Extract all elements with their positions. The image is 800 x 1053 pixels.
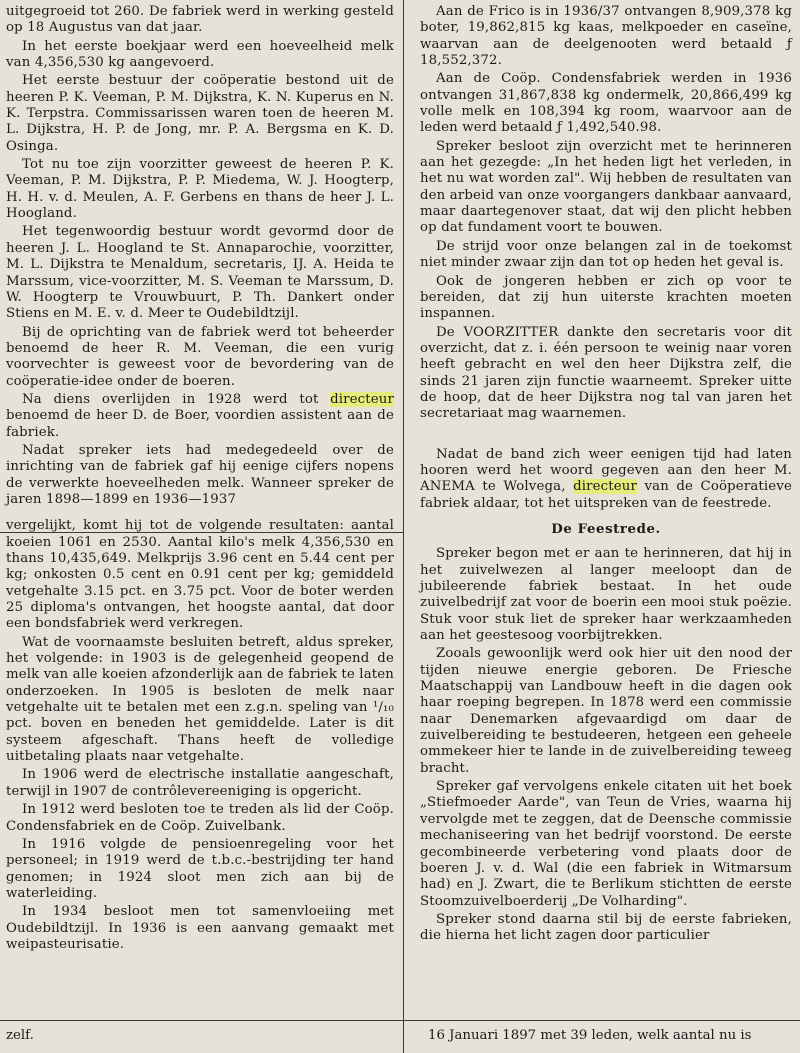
paragraph: De VOORZITTER dankte den secretaris voor dit overzicht, dat z. i. één persoon te weinig naar voren heeft gebracht en wel den heer Dijkstra zelf, die sinds 21 jaren zijn functie waarneemt. Spreker uitte de hoop, dat de heer Dijkstra nog tal van jaren het secretariaat mag waarnemen. (420, 324, 792, 422)
column-separator (403, 0, 404, 1053)
bottom-divider (0, 1020, 800, 1021)
paragraph: vergelijkt, komt hij tot de volgende resultaten: aantal koeien 1061 en 2530. Aantal kilo's melk 4,356,530 en thans 10,435,649. Melkprijs 3.96 cent en 5.44 cent per kg; onkosten 0.5 cent en 0.91 cent per kg; gemiddeld vetgehalte 3.15 pct. en 3.75 pct. Voor de boter werden 25 diploma's ontvangen, het hoogste aantal, dat door een bondsfabriek werd verkregen. (6, 518, 394, 632)
paragraph: Nadat spreker iets had medegedeeld over de inrichting van de fabriek gaf hij eenige cijfers nopens de verwerkte hoeveelheden melk. Wanneer spreker de jaren 1898—1899 en 1936—1937 (6, 442, 394, 507)
paragraph: Het tegenwoordig bestuur wordt gevormd door de heeren J. L. Hoogland te St. Annaparochie, voorzitter, M. L. Dijkstra te Menaldum, secretaris, IJ. A. Heida te Marssum, vice-voorzitter, M. S. Veeman te Marssum, D. W. Hoogterp te Vrouwbuurt, P. Th. Dankert onder Stiens en M. E. v. d. Meer te Oudebildtzijl. (6, 224, 394, 322)
paragraph (6, 392, 394, 441)
text-run: Nadat de band zich weer eenigen tijd had laten hooren werd het woord gegeven aan den heer M. ANEMA te Wolvega, (420, 446, 792, 495)
paragraph: In 1934 besloot men tot samenvloeiing met Oudebildtzijl. In 1936 is een aanvang gemaakt met weipasteurisatie. (6, 904, 394, 952)
paragraph: Aan de Frico is in 1936/37 ontvangen 8,909,378 kg boter, 19,862,815 kg kaas, melkpoeder en caseïne, waarvan aan de deelgenooten werd betaald ƒ 18,552,372. (420, 4, 792, 69)
paragraph: Spreker stond daarna stil bij de eerste fabrieken, die hierna het licht zagen door particulier (420, 911, 792, 944)
highlighted-term: directeur (573, 479, 637, 495)
paragraph: Spreker besloot zijn overzicht met te herinneren aan het gezegde: „In het heden ligt het verleden, in het nu wat worden zal". Wij hebben de resultaten van den arbeid van onze voorgangers dankbaar aanvaard, maar daartegenover staat, dat wij den plicht hebben op dat fundament voort te bouwen. (420, 138, 792, 236)
text-run: Na diens overlijden in 1928 werd tot (22, 391, 331, 407)
paragraph: In het eerste boekjaar werd een hoeveelheid melk van 4,356,530 kg aangevoerd. (6, 38, 394, 71)
right-column (420, 4, 792, 947)
paragraph: Zooals gewoonlijk werd ook hier uit den nood der tijden nieuwe energie geboren. De Friesche Maatschappij van Landbouw heeft in die dagen ook haar roeping begrepen. In 1878 werd een commissie naar Denemarken afgevaardigd om daar de zuivelbereiding te bestudeeren, hetgeen een geheele ommekeer hier te lande in de zuivelbereiding teweeg bracht. (420, 646, 792, 776)
left-column (6, 4, 394, 955)
text-run: benoemd de heer D. de Boer, voordien assistent aan de fabriek. (6, 408, 394, 440)
paragraph: Spreker gaf vervolgens enkele citaten uit het boek „Stiefmoeder Aarde", van Teun de Vries, waarna hij vervolgde met te zeggen, dat de Deensche commissie mechaniseering van het bedrijf voorstond. De eerste gecombineerde verbetering vond plaats door de boeren J. v. d. Wal (die een fabriek in Witmarsum had) en J. Zwart, die te Berlikum stichtten de eerste Stoomzuivelboerderij „De Volharding". (420, 779, 792, 909)
section-heading: De Feestrede. (551, 521, 661, 537)
right-footer-fragment: 16 Januari 1897 met 39 leden, welk aantal nu is (428, 1028, 752, 1043)
paragraph: In 1912 werd besloten toe te treden als lid der Coöp. Condensfabriek en de Coöp. Zuivelbank. (6, 802, 394, 834)
paragraph: Spreker begon met er aan te herinneren, dat hij in het zuivelwezen al langer meeloopt dan de jubileerende fabriek bestaat. In het oude zuivelbedrijf zat voor de boerin een mooi stuk poëzie. Stuk voor stuk liet de spreker haar werkzaamheden aan het geestesoog voorbijtrekken. (420, 546, 792, 644)
text-run: van de Coöperatieve fabriek aldaar, tot het uitspreken van de feestrede. (420, 479, 793, 511)
paragraph (420, 447, 792, 512)
highlighted-term: directeur (330, 391, 394, 407)
paragraph: De strijd voor onze belangen zal in de toekomst niet minder zwaar zijn dan tot op heden het geval is. (420, 238, 792, 271)
paragraph: uitgegroeid tot 260. De fabriek werd in werking gesteld op 18 Augustus van dat jaar. (6, 4, 394, 36)
paragraph: Bij de oprichting van de fabriek werd tot beheerder benoemd de heer R. M. Veeman, die een vurig voorvechter is geweest voor de bevordering van de coöperatie-idee onder de boeren. (6, 324, 394, 389)
left-footer-fragment: zelf. (6, 1028, 34, 1043)
paragraph: Wat de voornaamste besluiten betreft, aldus spreker, het volgende: in 1903 is de gelegenheid geopend de melk van alle koeien afzonderlijk aan de fabriek te laten onderzoeken. In 1905 is besloten de melk naar vetgehalte uit te betalen met een z.g.n. speling van ¹/₁₀ pct. boven en beneden het gemiddelde. Later is dit systeem afgeschaft. Thans heeft de volledige uitbetaling plaats naar vetgehalte. (6, 634, 395, 765)
paragraph: Het eerste bestuur der coöperatie bestond uit de heeren P. K. Veeman, P. M. Dijkstra, K. N. Kuperus en N. K. Terpstra. Commissarissen waren toen de heeren M. L. Dijkstra, H. P. de Jong, mr. P. A. Bergsma en K. D. Osinga. (6, 73, 394, 154)
paragraph: Tot nu toe zijn voorzitter geweest de heeren P. K. Veeman, P. M. Dijkstra, P. P. Miedema, W. J. Hoogterp, H. H. v. d. Meulen, A. F. Gerbens en thans de heer J. L. Hoogland. (6, 157, 394, 222)
paragraph: In 1906 werd de electrische installatie aangeschaft, terwijl in 1907 de contrôlevereeniging is opgericht. (6, 767, 394, 799)
paragraph: Aan de Coöp. Condensfabriek werden in 1936 ontvangen 31,867,838 kg ondermelk, 20,866,499 kg volle melk en 108,394 kg room, waarvoor aan de leden werd betaald ƒ 1,492,540.98. (420, 71, 792, 136)
paragraph: Ook de jongeren hebben er zich op voor te bereiden, dat zij hun uiterste krachten moeten inspannen. (420, 273, 792, 322)
paragraph: In 1916 volgde de pensioenregeling voor het personeel; in 1919 werd de t.b.c.-bestrijding ter hand genomen; in 1924 sloot men zich aan bij de waterleiding. (6, 836, 394, 901)
